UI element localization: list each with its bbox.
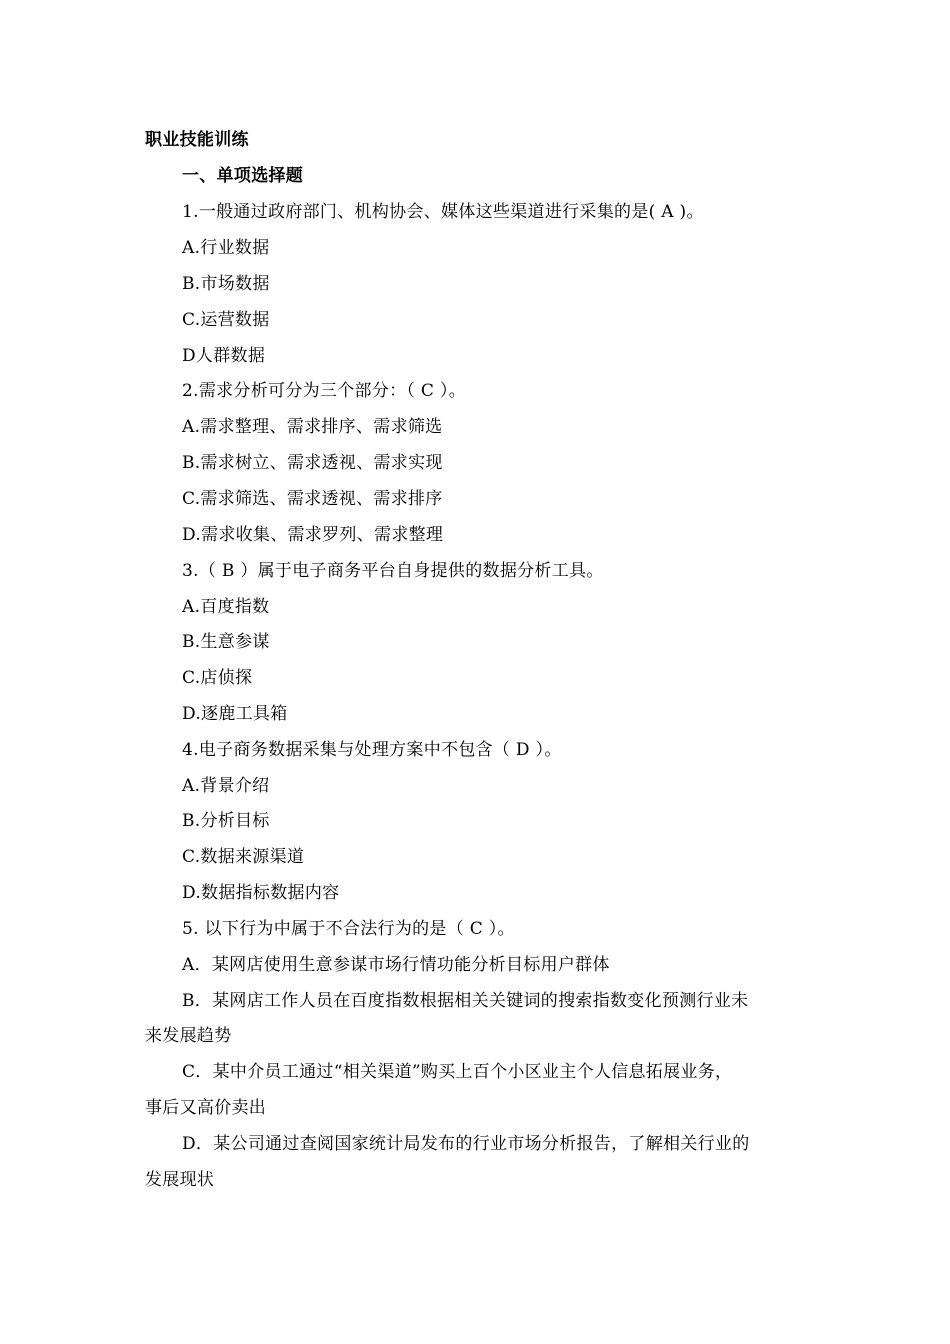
question-3-stem: 3.（ B ）属于电子商务平台自身提供的数据分析工具。	[182, 561, 604, 581]
question-1-option-a: A.行业数据	[182, 238, 270, 258]
question-2-option-d: D.需求收集、需求罗列、需求整理	[182, 525, 444, 545]
question-4-option-b: B.分析目标	[182, 811, 270, 831]
question-4-option-d: D.数据指标数据内容	[182, 883, 340, 903]
question-2-option-a: A.需求整理、需求排序、需求筛选	[182, 417, 443, 437]
question-5-stem: 5. 以下行为中属于不合法行为的是（ C ）。	[182, 919, 515, 939]
question-4-option-a: A.背景介绍	[182, 776, 270, 796]
question-5-option-c-cont: 事后又高价卖出	[145, 1098, 267, 1118]
doc-title: 职业技能训练	[145, 130, 249, 150]
question-3-option-a: A.百度指数	[182, 597, 270, 617]
question-5-option-d-cont: 发展现状	[145, 1170, 215, 1190]
question-5-option-b: B．某网店工作人员在百度指数根据相关关键词的搜索指数变化预测行业未	[182, 991, 749, 1011]
question-4-option-c: C.数据来源渠道	[182, 847, 305, 867]
question-5-option-a: A．某网店使用生意参谋市场行情功能分析目标用户群体	[182, 955, 610, 975]
question-2-stem: 2.需求分析可分为三个部分：（ C ）。	[182, 381, 467, 401]
question-1-option-d: D人群数据	[182, 346, 266, 366]
question-3-option-c: C.店侦探	[182, 668, 253, 688]
section-heading: 一、单项选择题	[182, 166, 304, 186]
question-1-option-b: B.市场数据	[182, 274, 270, 294]
question-5-option-c: C．某中介员工通过“相关渠道”购买上百个小区业主个人信息拓展业务，	[182, 1062, 733, 1082]
question-4-stem: 4.电子商务数据采集与处理方案中不包含（ D ）。	[182, 740, 562, 760]
question-2-option-c: C.需求筛选、需求透视、需求排序	[182, 489, 443, 509]
question-3-option-d: D.逐鹿工具箱	[182, 704, 288, 724]
question-2-option-b: B.需求树立、需求透视、需求实现	[182, 453, 443, 473]
question-5-option-d: D．某公司通过查阅国家统计局发布的行业市场分析报告，了解相关行业的	[182, 1134, 750, 1154]
question-1-stem: 1.一般通过政府部门、机构协会、媒体这些渠道进行采集的是( A )。	[182, 202, 704, 222]
question-3-option-b: B.生意参谋	[182, 632, 270, 652]
question-1-option-c: C.运营数据	[182, 310, 270, 330]
question-5-option-b-cont: 来发展趋势	[145, 1026, 232, 1046]
